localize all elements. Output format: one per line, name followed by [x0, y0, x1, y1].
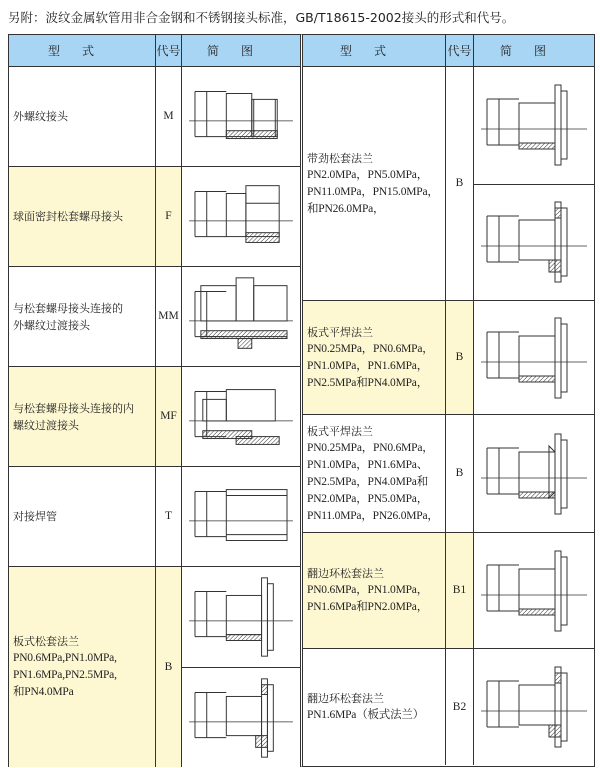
male-thread-drawing-icon	[186, 70, 296, 164]
adapter-mf-drawing-icon	[186, 370, 296, 464]
type-cell	[9, 467, 156, 567]
header-type: 型式	[303, 35, 446, 67]
drawing-cell	[474, 301, 594, 415]
drawing-cell	[474, 533, 594, 649]
table-left	[8, 34, 301, 767]
header-drawing: 简图	[182, 35, 300, 67]
code-cell	[446, 415, 474, 533]
adapter-mm-drawing-icon	[186, 270, 296, 364]
pressure-spec: PN0.25MPa，PN0.6MPa， PN1.0MPa，PN1.6MPa， PN2.5MPa和PN4.0MPa，	[307, 342, 434, 389]
fitting-code: B	[455, 177, 464, 189]
fitting-type-name: 翻边环松套法兰	[307, 567, 384, 580]
drawing-cell	[182, 467, 300, 567]
flange-drawing-icon	[479, 543, 589, 639]
fitting-code: M	[163, 110, 174, 122]
fitting-code: B1	[452, 584, 467, 596]
fitting-type-name: 翻边环松套法兰	[307, 692, 384, 705]
document-title: 另附：波纹金属软管用非合金钢和不锈钢接头标准，GB/T18615-2002接头的形式和代号。	[8, 10, 515, 25]
fitting-code: T	[164, 510, 173, 522]
fitting-type-name: 球面密封松套螺母接头	[13, 210, 123, 223]
drawing-cell	[474, 67, 594, 301]
type-cell	[303, 67, 446, 301]
fitting-type-name: 板式平焊法兰	[307, 424, 373, 438]
fitting-type-name: 对接焊管	[13, 510, 57, 523]
flange-drawing-icon	[479, 310, 589, 406]
fitting-type-name: 带劲松套法兰	[307, 151, 373, 165]
pressure-spec: PN1.6MPa（板式法兰）	[307, 709, 425, 721]
drawing-cell	[474, 415, 594, 533]
code-cell	[156, 367, 182, 467]
fitting-type-name: 板式松套法兰	[13, 635, 79, 648]
code-cell	[156, 167, 182, 267]
flange-drawing-icon	[479, 77, 589, 173]
code-cell	[156, 567, 182, 767]
code-cell	[446, 301, 474, 415]
type-cell	[303, 415, 446, 533]
pressure-spec: PN0.25MPa，PN0.6MPa， PN1.0MPa，PN1.6MPa、 PN2.5MPa，PN4.0MPa和 PN2.0MPa，PN5.0MPa， PN11.0MPa，PN26.0MPa，	[307, 441, 439, 522]
header-type: 型式	[9, 35, 156, 67]
fitting-code: B2	[452, 700, 467, 713]
fitting-code: MF	[160, 410, 177, 422]
code-cell	[156, 67, 182, 167]
fitting-code: MM	[158, 310, 179, 322]
drawing-cell	[182, 67, 300, 167]
fitting-type-name: 与松套螺母接头连接的 外螺纹过渡接头	[13, 301, 123, 332]
header-drawing: 简图	[474, 35, 594, 67]
fitting-type-name: 与松套螺母接头连接的内 螺纹过渡接头	[13, 401, 134, 432]
nut-drawing-icon	[186, 170, 296, 264]
code-cell	[156, 267, 182, 367]
type-cell	[9, 67, 156, 167]
type-cell	[303, 301, 446, 415]
header-code: 代号	[446, 35, 474, 67]
drawing-cell	[182, 567, 300, 767]
flange-loose-drawing-icon	[186, 671, 296, 765]
fitting-code: F	[165, 210, 172, 222]
code-cell	[446, 649, 474, 765]
fitting-type-name: 板式平焊法兰	[307, 325, 373, 339]
fitting-code: B	[455, 351, 464, 363]
flange-loose-drawing-icon	[479, 194, 589, 290]
type-cell	[9, 267, 156, 367]
type-cell	[303, 533, 446, 649]
pressure-spec: PN0.6MPa,PN1.0MPa, PN1.6MPa,PN2.5MPa, 和PN4.0MPa	[13, 652, 117, 698]
code-cell	[446, 533, 474, 649]
pressure-spec: PN2.0MPa，PN5.0MPa， PN11.0MPa，PN15.0MPa， 和PN26.0MPa，	[307, 168, 439, 215]
fitting-type-name: 外螺纹接头	[13, 110, 68, 123]
code-cell	[446, 67, 474, 301]
type-cell	[9, 167, 156, 267]
weld-pipe-drawing-icon	[186, 470, 296, 564]
pressure-spec: PN0.6MPa，PN1.0MPa， PN1.6MPa和PN2.0MPa，	[307, 584, 429, 613]
flange-ring-drawing-icon	[479, 659, 589, 755]
type-cell	[9, 367, 156, 467]
flange-drawing-icon	[186, 570, 296, 664]
drawing-cell	[182, 267, 300, 367]
type-cell	[303, 649, 446, 765]
header-code: 代号	[156, 35, 182, 67]
code-cell	[156, 467, 182, 567]
drawing-cell	[474, 649, 594, 765]
drawing-cell	[182, 367, 300, 467]
fitting-code: B	[164, 660, 173, 673]
drawing-cell	[182, 167, 300, 267]
flange-neck-drawing-icon	[479, 426, 589, 522]
type-cell	[9, 567, 156, 767]
fitting-code: B	[455, 467, 464, 479]
table-right	[300, 34, 595, 767]
